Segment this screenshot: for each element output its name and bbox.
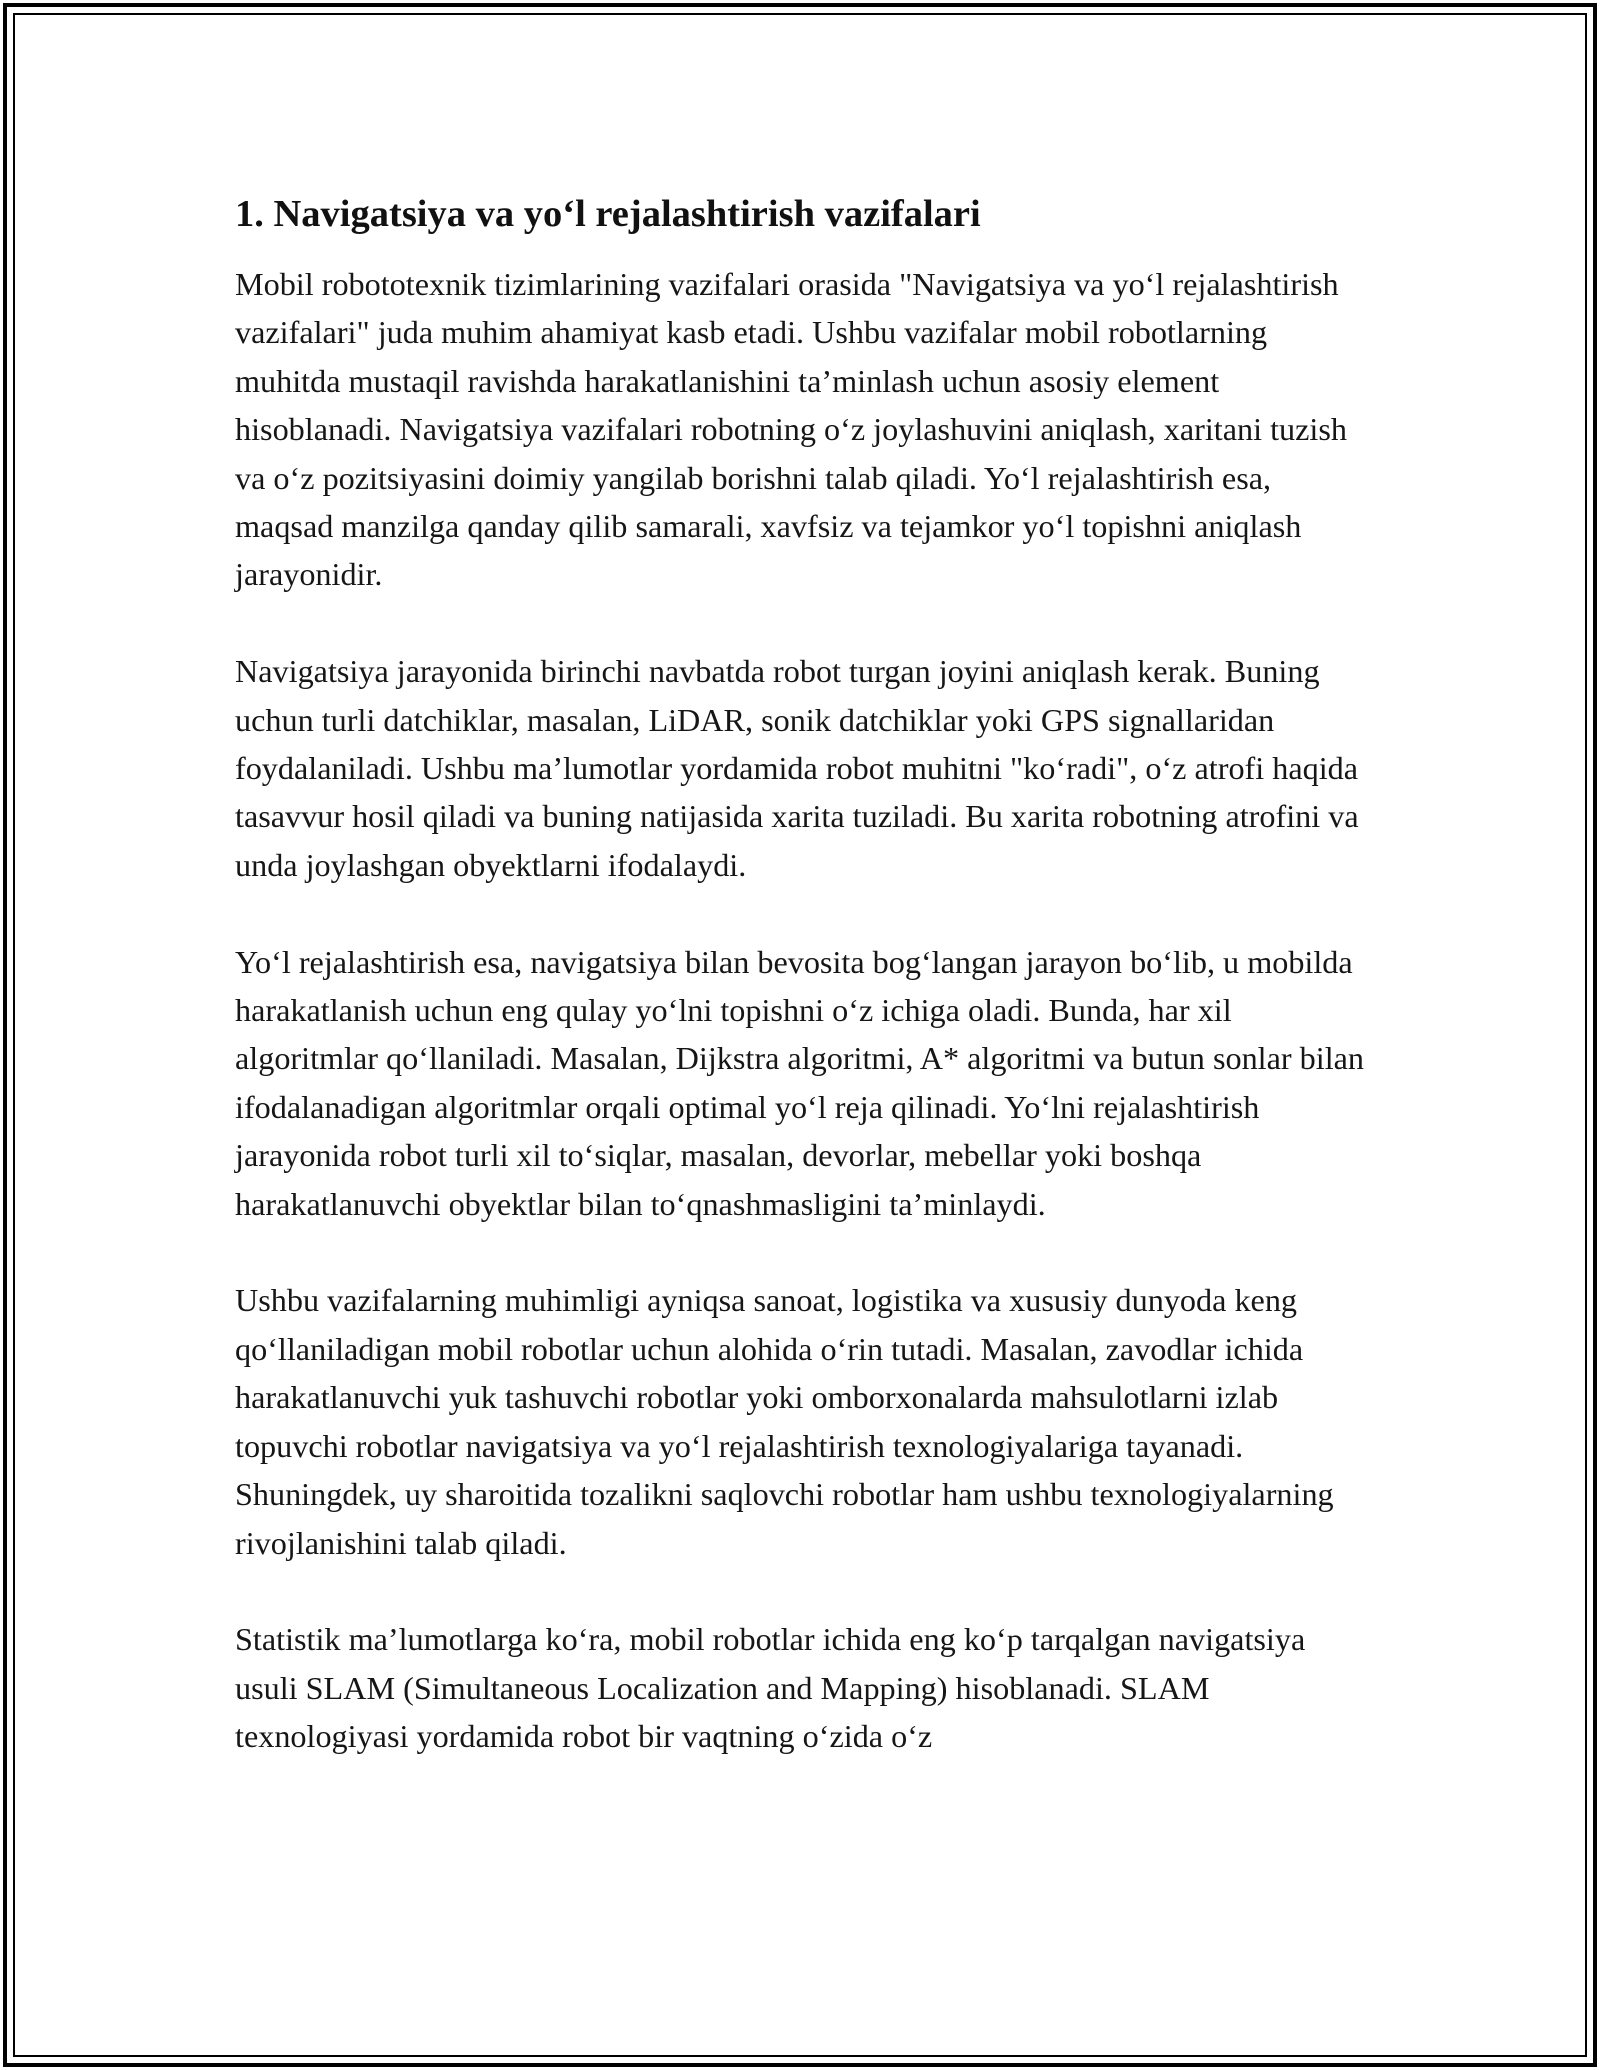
paragraph-1: Mobil robototexnik tizimlarining vazifalari orasida "Navigatsiya va yo‘l rejalashtirish vazifalari" juda muhim ahamiyat kasb etadi. Ushbu vazifalar mobil robotlarning muhitda mustaqil ravishda harakatlanishini ta’minlash uchun asosiy element hisoblanadi. Navigatsiya vazifalari robotning o‘z joylashuvini aniqlash, xaritani tuzish va o‘z pozitsiyasini doimiy yangilab borishni talab qiladi. Yo‘l rejalashtirish esa, maqsad manzilga qanday qilib samarali, xavfsiz va tejamkor yo‘l topishni aniqlash jarayonidir. bbox=[235, 266, 1347, 593]
paragraph-3: Yo‘l rejalashtirish esa, navigatsiya bilan bevosita bog‘langan jarayon bo‘lib, u mobilda harakatlanish uchun eng qulay yo‘lni topishni o‘z ichiga oladi. Bunda, har xil algoritmlar qo‘llaniladi. Masalan, Dijkstra algoritmi, A* algoritmi va butun sonlar bilan ifodalanadigan algoritmlar orqali optimal yo‘l reja qilinadi. Yo‘lni rejalashtirish jarayonida robot turli xil to‘siqlar, masalan, devorlar, mebellar yoki boshqa harakatlanuvchi obyektlar bilan to‘qnashmasligini ta’minlaydi. bbox=[235, 943, 1365, 1222]
paragraph-2: Navigatsiya jarayonida birinchi navbatda robot turgan joyini aniqlash kerak. Buning uchun turli datchiklar, masalan, LiDAR, sonik datchiklar yoki GPS signallaridan foydalaniladi. Ushbu ma’lumotlar yordamida robot muhitni "ko‘radi", o‘z atrofi haqida tasavvur hosil qiladi va buning natijasida xarita tuziladi. Bu xarita robotning atrofini va unda joylashgan obyektlarni ifodalaydi. bbox=[235, 653, 1359, 883]
paragraph-5: Statistik ma’lumotlarga ko‘ra, mobil robotlar ichida eng ko‘p tarqalgan navigatsiya usuli SLAM (Simultaneous Localization and Mapping) hisoblanadi. SLAM texnologiyasi yordamida robot bir vaqtning o‘zida o‘z bbox=[235, 1621, 1306, 1755]
paragraph-4: Ushbu vazifalarning muhimligi ayniqsa sanoat, logistika va xususiy dunyoda keng qo‘llaniladigan mobil robotlar uchun alohida o‘rin tutadi. Masalan, zavodlar ichida harakatlanuvchi yuk tashuvchi robotlar yoki omborxonalarda mahsulotlarni izlab topuvchi robotlar navigatsiya va yo‘l rejalashtirish texnologiyalariga tayanadi. Shuningdek, uy sharoitida tozalikni saqlovchi robotlar ham ushbu texnologiyalarning rivojlanishini talab qiladi. bbox=[235, 1282, 1334, 1561]
document-body bbox=[235, 188, 1375, 1761]
section-heading: 1. Navigatsiya va yo‘l rejalashtirish vazifalari bbox=[235, 193, 981, 235]
